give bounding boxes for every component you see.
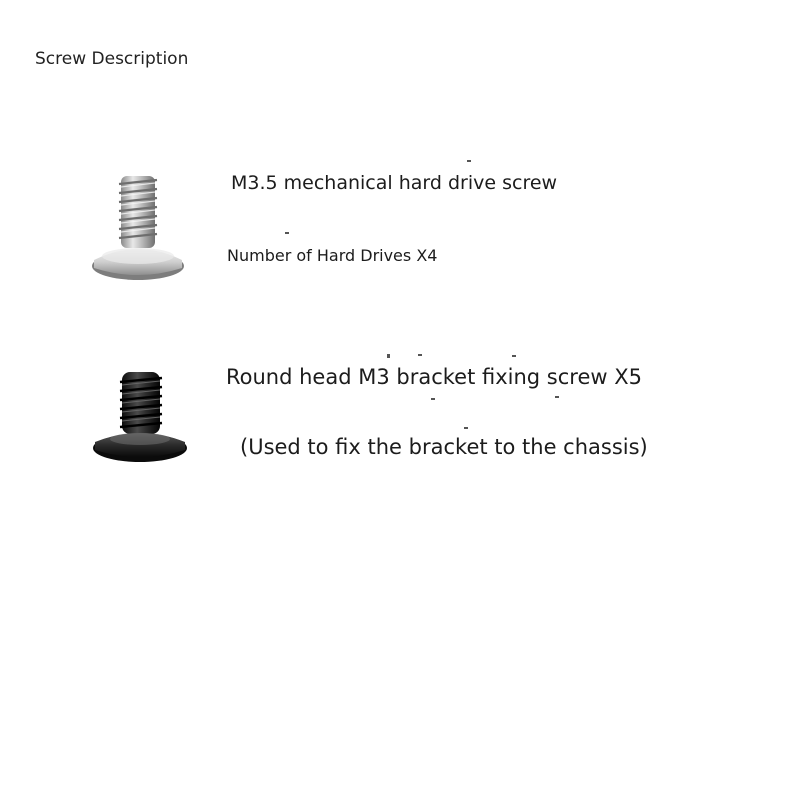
scan-speck bbox=[431, 398, 435, 400]
black-screw-icon bbox=[90, 362, 194, 468]
scan-speck bbox=[512, 355, 516, 357]
hdd-screw-quantity: Number of Hard Drives X4 bbox=[227, 246, 438, 265]
scan-speck bbox=[467, 160, 471, 162]
black-screw-image bbox=[90, 362, 194, 468]
scan-speck bbox=[387, 354, 390, 358]
page-heading: Screw Description bbox=[35, 49, 189, 69]
hdd-screw-title: M3.5 mechanical hard drive screw bbox=[231, 172, 558, 194]
scan-speck bbox=[418, 354, 422, 356]
scan-speck bbox=[285, 232, 289, 234]
silver-screw-image bbox=[90, 168, 190, 286]
scan-speck bbox=[555, 396, 559, 398]
silver-screw-icon bbox=[90, 168, 190, 286]
scan-speck bbox=[464, 427, 468, 429]
bracket-screw-note: (Used to fix the bracket to the chassis) bbox=[240, 435, 648, 459]
bracket-screw-title: Round head M3 bracket fixing screw X5 bbox=[226, 365, 642, 389]
